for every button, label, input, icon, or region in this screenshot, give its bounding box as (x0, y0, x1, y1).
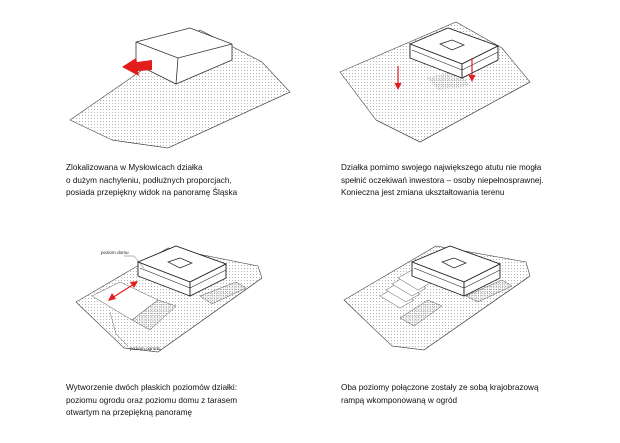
caption-line: Działka pomimo swojego największego atutu nie mogła (341, 163, 542, 172)
panel-3-diagram (76, 246, 262, 352)
caption-line: Zlokalizowana w Mysłowicach działka (66, 163, 203, 172)
panel-1-diagram (70, 28, 290, 148)
caption-line: o dużym nachyleniu, podłużnych proporcjach, (66, 175, 232, 185)
house-level-label: poziom domu (101, 250, 129, 255)
caption-line: poziomu ogrodu oraz poziomu domu z tarasem (66, 395, 238, 405)
panel-4-caption (341, 382, 591, 407)
caption-line: rampą wkomponowaną w ogród (341, 395, 458, 405)
panel-1-caption (66, 162, 316, 200)
panel-3-caption (66, 382, 316, 420)
caption-line: Oba poziomy połączone zostały ze sobą krajobrazową (341, 383, 539, 392)
caption-line: posiada przepiękny widok na panoramę Śląska (66, 188, 238, 197)
panel-4-diagram (344, 246, 530, 350)
caption-line: Konieczna jest zmiana ukształtowania terenu (341, 188, 505, 197)
caption-line: spełnić oczekiwań inwestora – osoby niepełnosprawnej. (341, 175, 544, 185)
caption-line: Wytworzenie dwóch płaskich poziomów działki: (66, 383, 238, 392)
panel-2-caption (341, 162, 591, 200)
caption-line: otwartym na przepiękną panoramę (66, 408, 193, 417)
garden-level-label: poziom ogrodu (130, 346, 161, 351)
panel-2-diagram (340, 22, 530, 142)
